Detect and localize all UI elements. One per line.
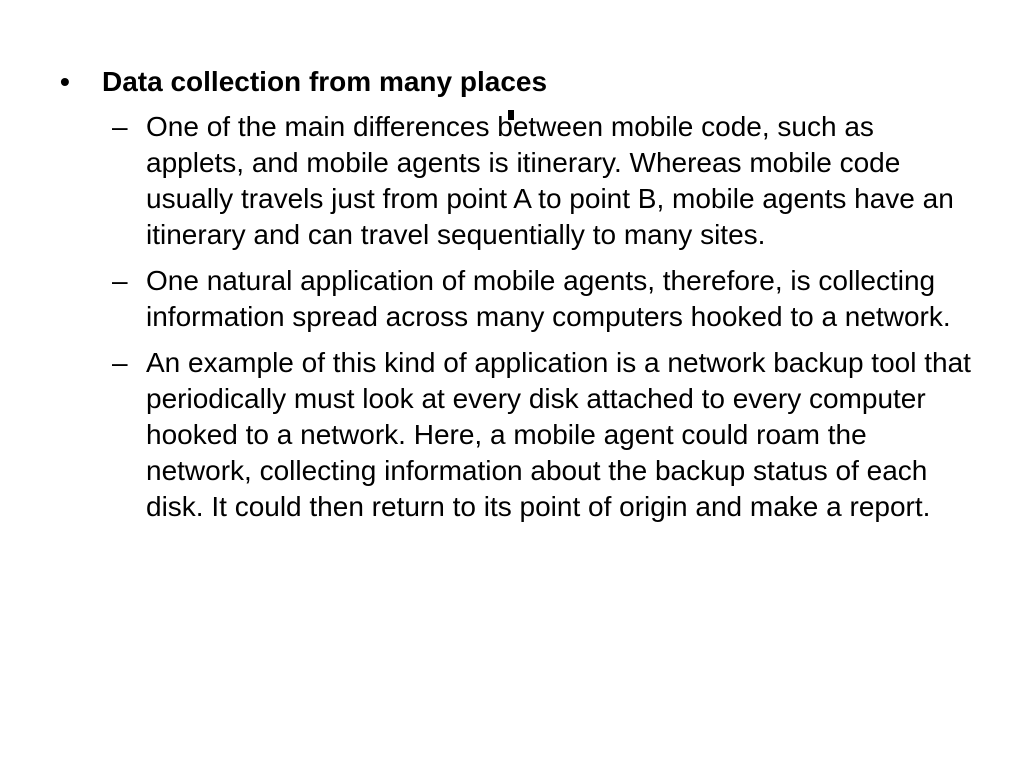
bullet-icon: • [60, 66, 70, 97]
sub-bullet-list [112, 109, 972, 535]
sub-bullet-item [112, 263, 972, 335]
dash-icon: – [112, 111, 128, 142]
bullet-heading: Data collection from many places [102, 66, 548, 97]
sub-bullet-item [112, 109, 972, 253]
sub-bullet-text: One natural application of mobile agents, therefore, is collecting information spread across many computers hooked to a network. [146, 265, 951, 332]
sub-bullet-text: One of the main differences between mobile code, such as applets, and mobile agents is itinerary. Whereas mobile code usually travels just from point A to point B, mobile agents have an itinerary and can travel sequentially to many sites. [146, 111, 954, 250]
sub-bullet-text: An example of this kind of application is a network backup tool that periodically must look at every disk attached to every computer hooked to a network. Here, a mobile agent could roam the network, collecting information about the backup status of each disk. It could then return to its point of origin and make a report. [146, 347, 971, 522]
sub-bullet-item [112, 345, 972, 525]
dash-icon: – [112, 347, 128, 378]
dash-icon: – [112, 265, 128, 296]
